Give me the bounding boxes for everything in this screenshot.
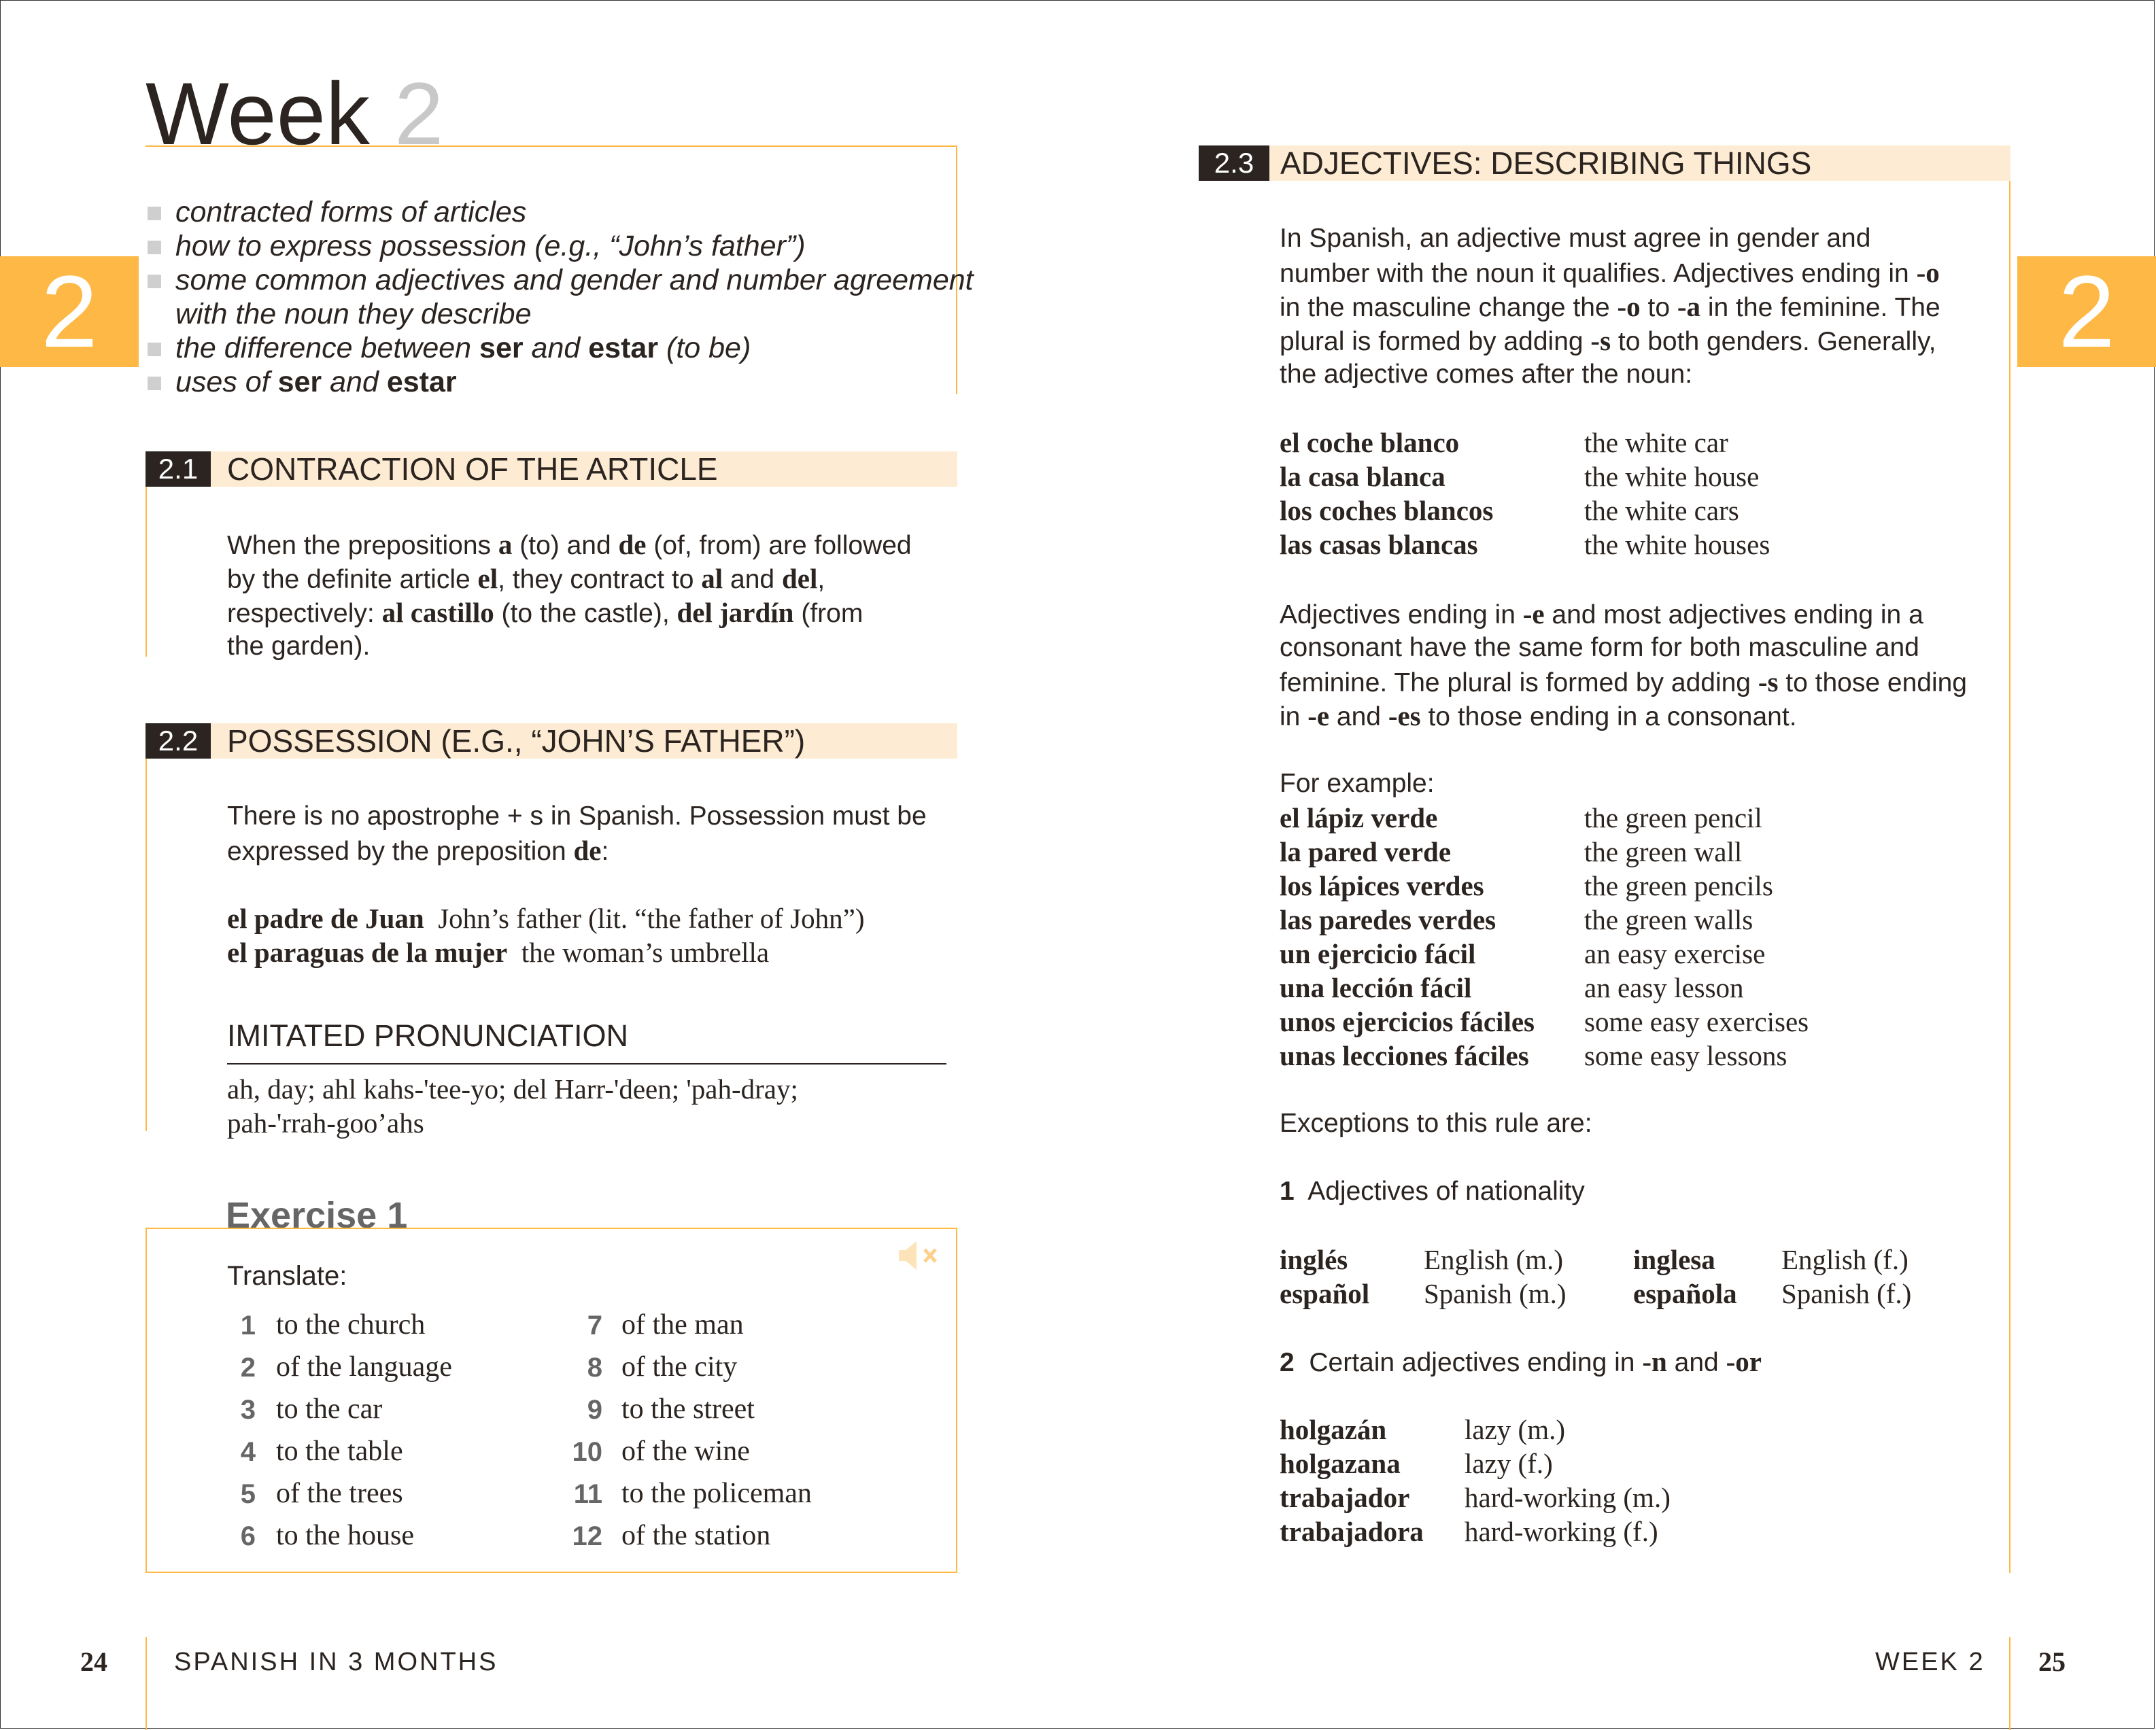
page-number-left: 24 xyxy=(80,1646,107,1677)
bullet-item: contracted forms of articles xyxy=(175,196,527,228)
week-number: 2 xyxy=(394,64,444,163)
bullet-marker xyxy=(148,377,161,390)
running-head-right: WEEK 2 xyxy=(1875,1648,1985,1676)
bullet-item-continued: with the noun they describe xyxy=(175,298,532,330)
exercise-item: of the city xyxy=(621,1351,738,1383)
exercise-item: to the table xyxy=(276,1436,403,1467)
week-title xyxy=(146,63,443,165)
page-number-right: 25 xyxy=(2038,1646,2066,1677)
speaker-muted-icon[interactable] xyxy=(896,1239,944,1273)
possession-example-1: el padre de Juan John’s father (lit. “the father of John”) xyxy=(227,903,865,934)
footer-divider-left xyxy=(146,1637,147,1730)
section-title: CONTRACTION OF THE ARTICLE xyxy=(227,451,718,487)
section-number: 2.1 xyxy=(146,451,211,487)
section-number: 2.3 xyxy=(1199,145,1269,181)
book-title: SPANISH IN 3 MONTHS xyxy=(174,1648,498,1676)
exercise-item: of the man xyxy=(621,1309,744,1340)
exercise-item: to the church xyxy=(276,1309,426,1340)
section-2-1-left-rule xyxy=(146,487,147,657)
exercise-item: of the station xyxy=(621,1520,771,1551)
chapter-tab-right: 2 xyxy=(2017,256,2156,367)
exercise-item: to the house xyxy=(276,1520,414,1551)
section-title: ADJECTIVES: DESCRIBING THINGS xyxy=(1280,145,1812,181)
exercise-item: to the street xyxy=(621,1394,755,1425)
bullet-marker xyxy=(148,275,161,288)
pronunciation-line-2: pah-'rrah-goo’ahs xyxy=(227,1107,424,1139)
week-word: Week xyxy=(146,64,370,163)
bullet-item: some common adjectives and gender and number agreement xyxy=(175,264,974,296)
exercise-title: Exercise 1 xyxy=(226,1195,408,1236)
section-2-3-right-rule xyxy=(2009,145,2010,1573)
section-title: POSSESSION (E.G., “JOHN’S FATHER”) xyxy=(227,723,806,759)
footer-divider-right xyxy=(2009,1637,2010,1730)
bullet-item: uses of ser and estar xyxy=(175,366,457,398)
pronunciation-rule xyxy=(227,1063,946,1065)
bullet-marker xyxy=(148,241,161,254)
exercise-item: of the language xyxy=(276,1351,452,1383)
bullet-marker xyxy=(148,343,161,356)
exercise-item: of the wine xyxy=(621,1436,750,1467)
exercise-instruction: Translate: xyxy=(227,1261,347,1291)
bullet-item: how to express possession (e.g., “John’s father”) xyxy=(175,230,806,262)
exercise-item: of the trees xyxy=(276,1478,403,1509)
exercise-item: to the policeman xyxy=(621,1478,812,1509)
bullet-marker xyxy=(148,207,161,220)
pronunciation-heading: IMITATED PRONUNCIATION xyxy=(227,1018,628,1053)
exercise-item: to the car xyxy=(276,1394,383,1425)
pronunciation-line-1: ah, day; ahl kahs-'tee-yo; del Harr-'deen; 'pah-dray; xyxy=(227,1073,798,1105)
section-number: 2.2 xyxy=(146,723,211,759)
possession-example-2: el paraguas de la mujer the woman’s umbrella xyxy=(227,937,770,968)
bullet-item: the difference between ser and estar (to be) xyxy=(175,332,751,364)
chapter-tab-left: 2 xyxy=(0,256,139,367)
intro-box-top xyxy=(146,145,957,147)
section-2-2-left-rule xyxy=(146,759,147,1131)
